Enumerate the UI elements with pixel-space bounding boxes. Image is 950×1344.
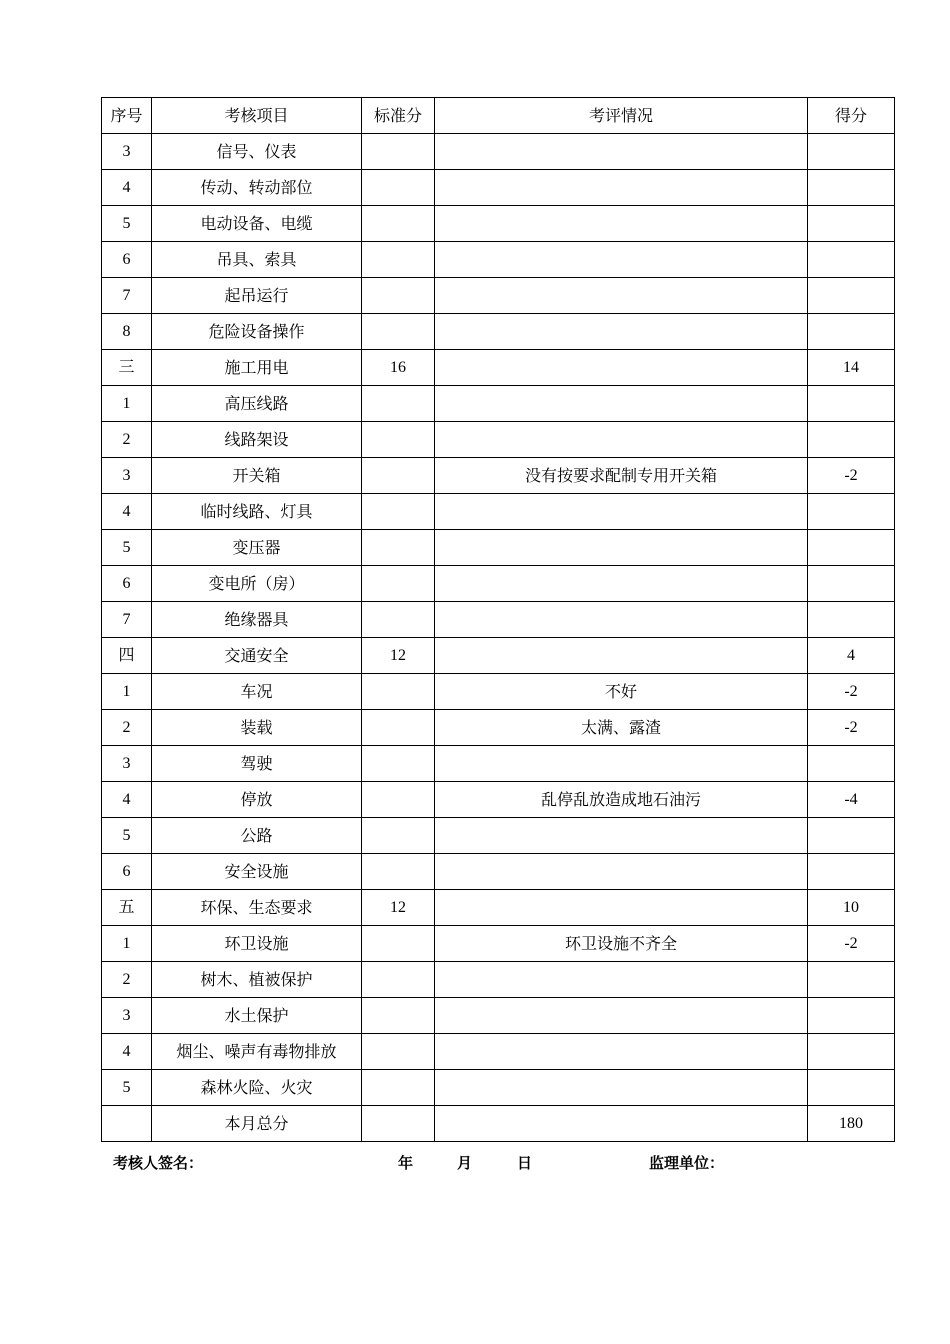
cell-item: 环保、生态要求 <box>152 890 362 926</box>
cell-seq: 4 <box>102 1034 152 1070</box>
table-row <box>102 206 895 242</box>
cell-evaluation <box>435 134 808 170</box>
cell-item: 变电所（房） <box>152 566 362 602</box>
cell-item: 绝缘器具 <box>152 602 362 638</box>
cell-standard <box>362 494 435 530</box>
cell-item: 森林火险、火灾 <box>152 1070 362 1106</box>
cell-score <box>808 962 895 998</box>
cell-seq: 5 <box>102 1070 152 1106</box>
cell-standard <box>362 530 435 566</box>
cell-evaluation: 太满、露渣 <box>435 710 808 746</box>
header-evaluation: 考评情况 <box>435 98 808 134</box>
cell-item: 施工用电 <box>152 350 362 386</box>
cell-standard <box>362 746 435 782</box>
cell-score: -2 <box>808 926 895 962</box>
cell-standard <box>362 1070 435 1106</box>
supervisor-unit-label: 监理单位： <box>649 1154 725 1172</box>
cell-item: 吊具、索具 <box>152 242 362 278</box>
cell-standard <box>362 674 435 710</box>
cell-seq: 6 <box>102 854 152 890</box>
assessment-table <box>101 97 895 1142</box>
header-seq: 序号 <box>102 98 152 134</box>
table-row <box>102 422 895 458</box>
cell-evaluation <box>435 530 808 566</box>
cell-item: 高压线路 <box>152 386 362 422</box>
cell-score <box>808 206 895 242</box>
cell-seq: 5 <box>102 818 152 854</box>
table-row <box>102 602 895 638</box>
cell-item: 交通安全 <box>152 638 362 674</box>
cell-score: 10 <box>808 890 895 926</box>
cell-score <box>808 1070 895 1106</box>
cell-seq: 5 <box>102 206 152 242</box>
cell-seq: 三 <box>102 350 152 386</box>
cell-score <box>808 818 895 854</box>
cell-seq: 1 <box>102 386 152 422</box>
cell-item: 电动设备、电缆 <box>152 206 362 242</box>
cell-seq: 3 <box>102 998 152 1034</box>
cell-standard <box>362 386 435 422</box>
cell-seq: 4 <box>102 170 152 206</box>
cell-score <box>808 278 895 314</box>
cell-standard: 12 <box>362 638 435 674</box>
cell-standard <box>362 818 435 854</box>
cell-item: 线路架设 <box>152 422 362 458</box>
table-row <box>102 710 895 746</box>
cell-standard <box>362 1106 435 1142</box>
cell-evaluation <box>435 242 808 278</box>
header-standard: 标准分 <box>362 98 435 134</box>
table-row <box>102 998 895 1034</box>
table-row <box>102 890 895 926</box>
cell-evaluation <box>435 602 808 638</box>
cell-seq: 4 <box>102 494 152 530</box>
cell-score: -2 <box>808 674 895 710</box>
cell-seq: 3 <box>102 458 152 494</box>
cell-seq: 7 <box>102 602 152 638</box>
table-row <box>102 314 895 350</box>
cell-seq: 3 <box>102 746 152 782</box>
cell-standard <box>362 422 435 458</box>
month-label: 月 <box>457 1154 473 1172</box>
table-row <box>102 350 895 386</box>
table-row <box>102 530 895 566</box>
cell-seq: 2 <box>102 962 152 998</box>
table-row <box>102 458 895 494</box>
cell-standard: 12 <box>362 890 435 926</box>
cell-evaluation <box>435 494 808 530</box>
cell-evaluation <box>435 638 808 674</box>
cell-standard <box>362 278 435 314</box>
cell-standard <box>362 962 435 998</box>
cell-evaluation <box>435 206 808 242</box>
assessor-signature-label: 考核人签名： <box>113 1154 204 1172</box>
cell-evaluation <box>435 746 808 782</box>
cell-item: 停放 <box>152 782 362 818</box>
cell-standard <box>362 206 435 242</box>
cell-seq: 5 <box>102 530 152 566</box>
cell-item: 本月总分 <box>152 1106 362 1142</box>
year-label: 年 <box>398 1154 414 1172</box>
cell-standard: 16 <box>362 350 435 386</box>
cell-seq: 3 <box>102 134 152 170</box>
cell-seq: 6 <box>102 566 152 602</box>
cell-item: 起吊运行 <box>152 278 362 314</box>
cell-seq: 6 <box>102 242 152 278</box>
cell-score <box>808 494 895 530</box>
table-row <box>102 926 895 962</box>
cell-evaluation <box>435 350 808 386</box>
table-row <box>102 638 895 674</box>
assessment-sheet <box>101 97 894 1142</box>
table-row <box>102 854 895 890</box>
cell-item: 树木、植被保护 <box>152 962 362 998</box>
table-row <box>102 782 895 818</box>
cell-seq: 四 <box>102 638 152 674</box>
table-row <box>102 386 895 422</box>
cell-evaluation <box>435 1034 808 1070</box>
cell-seq: 1 <box>102 674 152 710</box>
cell-evaluation: 没有按要求配制专用开关箱 <box>435 458 808 494</box>
table-row <box>102 1106 895 1142</box>
cell-item: 车况 <box>152 674 362 710</box>
cell-standard <box>362 782 435 818</box>
table-body <box>102 134 895 1142</box>
cell-item: 信号、仪表 <box>152 134 362 170</box>
cell-standard <box>362 242 435 278</box>
cell-item: 开关箱 <box>152 458 362 494</box>
cell-item: 驾驶 <box>152 746 362 782</box>
cell-evaluation <box>435 962 808 998</box>
table-row <box>102 494 895 530</box>
cell-standard <box>362 566 435 602</box>
cell-seq: 4 <box>102 782 152 818</box>
table-row <box>102 962 895 998</box>
cell-item: 危险设备操作 <box>152 314 362 350</box>
cell-evaluation <box>435 1106 808 1142</box>
cell-score: 4 <box>808 638 895 674</box>
day-label: 日 <box>517 1154 533 1172</box>
cell-item: 烟尘、噪声有毒物排放 <box>152 1034 362 1070</box>
table-row <box>102 134 895 170</box>
table-row <box>102 674 895 710</box>
cell-seq <box>102 1106 152 1142</box>
cell-standard <box>362 1034 435 1070</box>
cell-seq: 2 <box>102 710 152 746</box>
cell-standard <box>362 710 435 746</box>
cell-standard <box>362 854 435 890</box>
header-score: 得分 <box>808 98 895 134</box>
cell-seq: 8 <box>102 314 152 350</box>
cell-standard <box>362 458 435 494</box>
table-row <box>102 278 895 314</box>
table-row <box>102 746 895 782</box>
cell-seq: 1 <box>102 926 152 962</box>
cell-score <box>808 998 895 1034</box>
cell-evaluation <box>435 422 808 458</box>
cell-evaluation <box>435 890 808 926</box>
cell-item: 公路 <box>152 818 362 854</box>
cell-standard <box>362 998 435 1034</box>
cell-evaluation <box>435 854 808 890</box>
cell-score: -2 <box>808 710 895 746</box>
table-row <box>102 818 895 854</box>
cell-standard <box>362 926 435 962</box>
cell-score: -4 <box>808 782 895 818</box>
table-row <box>102 1034 895 1070</box>
cell-seq: 7 <box>102 278 152 314</box>
cell-item: 传动、转动部位 <box>152 170 362 206</box>
table-row <box>102 566 895 602</box>
cell-evaluation <box>435 1070 808 1106</box>
cell-evaluation: 不好 <box>435 674 808 710</box>
cell-score <box>808 854 895 890</box>
cell-item: 装载 <box>152 710 362 746</box>
cell-evaluation <box>435 818 808 854</box>
cell-score <box>808 386 895 422</box>
header-item: 考核项目 <box>152 98 362 134</box>
cell-evaluation <box>435 998 808 1034</box>
cell-score <box>808 242 895 278</box>
cell-score: 180 <box>808 1106 895 1142</box>
table-row <box>102 170 895 206</box>
cell-evaluation <box>435 170 808 206</box>
cell-score <box>808 1034 895 1070</box>
cell-item: 环卫设施 <box>152 926 362 962</box>
table-row <box>102 242 895 278</box>
cell-standard <box>362 134 435 170</box>
cell-standard <box>362 170 435 206</box>
cell-standard <box>362 314 435 350</box>
cell-item: 水土保护 <box>152 998 362 1034</box>
cell-item: 变压器 <box>152 530 362 566</box>
cell-evaluation <box>435 278 808 314</box>
cell-score <box>808 134 895 170</box>
cell-score <box>808 314 895 350</box>
table-row <box>102 1070 895 1106</box>
cell-score <box>808 422 895 458</box>
signature-footer <box>113 1152 893 1174</box>
cell-item: 临时线路、灯具 <box>152 494 362 530</box>
cell-score <box>808 170 895 206</box>
cell-score: 14 <box>808 350 895 386</box>
cell-evaluation: 环卫设施不齐全 <box>435 926 808 962</box>
cell-score <box>808 746 895 782</box>
cell-score <box>808 566 895 602</box>
cell-evaluation <box>435 386 808 422</box>
cell-seq: 2 <box>102 422 152 458</box>
cell-standard <box>362 602 435 638</box>
table-header-row <box>102 98 895 134</box>
cell-score <box>808 530 895 566</box>
cell-evaluation: 乱停乱放造成地石油污 <box>435 782 808 818</box>
cell-seq: 五 <box>102 890 152 926</box>
cell-score: -2 <box>808 458 895 494</box>
cell-score <box>808 602 895 638</box>
cell-evaluation <box>435 566 808 602</box>
cell-evaluation <box>435 314 808 350</box>
cell-item: 安全设施 <box>152 854 362 890</box>
